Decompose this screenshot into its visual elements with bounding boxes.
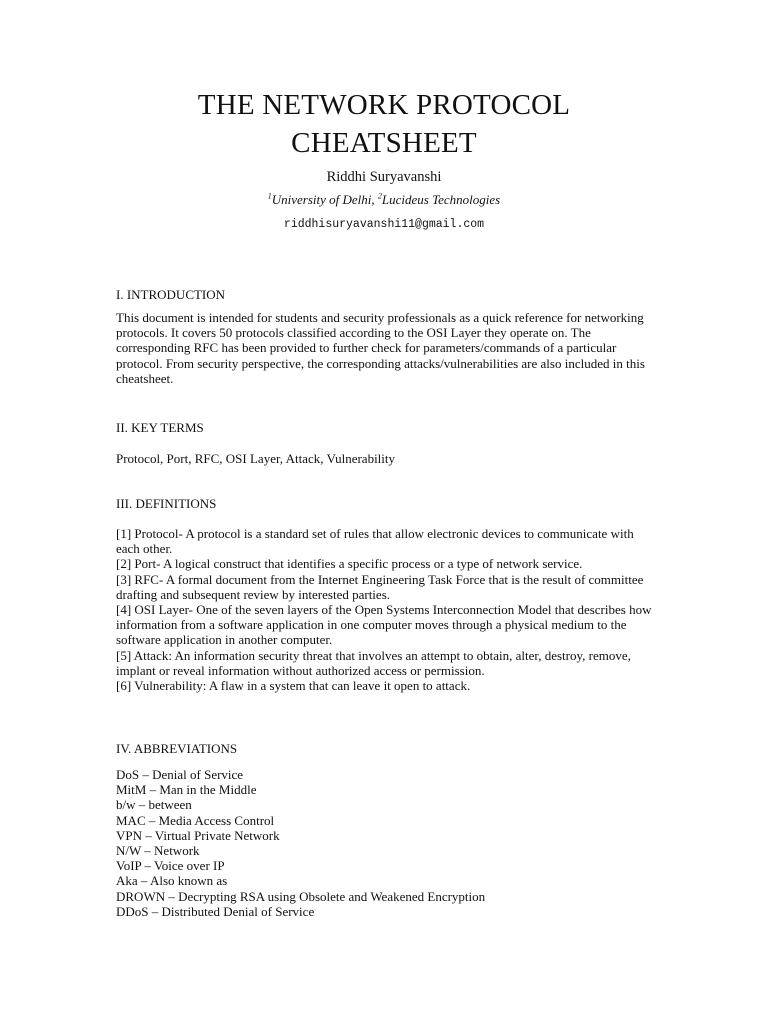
affiliation-org-1: University of Delhi,	[271, 192, 378, 207]
author-affiliation	[0, 191, 768, 209]
definition-line: implant or reveal information without authorized access or permission.	[116, 662, 485, 678]
author-email: riddhisuryavanshi11@gmail.com	[283, 218, 485, 231]
abbreviation-line: DROWN – Decrypting RSA using Obsolete and Weakened Encryption	[116, 888, 486, 904]
document-title	[0, 86, 768, 162]
abbreviation-line: Aka – Also known as	[116, 873, 228, 889]
definition-line: software application in another computer.	[116, 632, 333, 648]
abbreviation-line: DDoS – Distributed Denial of Service	[116, 903, 315, 919]
section-heading-key-terms: II. KEY TERMS	[116, 420, 204, 435]
definition-line: [2] Port- A logical construct that identifies a specific process or a type of network service.	[116, 556, 583, 572]
title-line-1: THE NETWORK PROTOCOL	[197, 89, 571, 121]
author-name: Riddhi Suryavanshi	[326, 169, 442, 185]
section-heading-introduction: I. INTRODUCTION	[116, 287, 226, 302]
introduction-paragraph: This document is intended for students and security professionals as a quick reference for networking protocols. It covers 50 protocols classified according to the OSI Layer they operate on. The corresponding RFC has been provided to further check for parameters/commands of a particular protocol. From security perspective, the corresponding attacks/vulnerabilities are also included in this cheatsheet.	[116, 310, 645, 386]
definition-line: [3] RFC- A formal document from the Internet Engineering Task Force that is the result of committee	[116, 571, 644, 587]
abbreviation-line: MitM – Man in the Middle	[116, 782, 257, 798]
affiliation-org-2: Lucideus Technologies	[381, 192, 501, 207]
definitions-list	[116, 526, 676, 693]
abbreviation-line: MAC – Media Access Control	[116, 812, 275, 828]
section-heading-abbreviations: IV. ABBREVIATIONS	[116, 741, 238, 756]
abbreviation-line: b/w – between	[116, 797, 192, 813]
section-heading-definitions: III. DEFINITIONS	[116, 496, 217, 511]
definition-line: drafting and subsequent review by interested parties.	[116, 586, 390, 602]
abbreviation-line: VPN – Virtual Private Network	[116, 827, 280, 843]
definition-line: information from a software application in one computer moves through a physical medium to the	[116, 617, 627, 633]
affiliation-sup-1: 1	[267, 191, 272, 201]
abbreviation-line: VoIP – Voice over IP	[116, 858, 225, 874]
key-terms-paragraph: Protocol, Port, RFC, OSI Layer, Attack, Vulnerability	[116, 451, 396, 466]
affiliation-sup-2: 2	[377, 191, 382, 201]
abbreviation-line: DoS – Denial of Service	[116, 767, 244, 782]
definition-line: each other.	[116, 541, 173, 557]
abbreviations-list	[116, 767, 676, 919]
definition-line: [1] Protocol- A protocol is a standard set of rules that allow electronic devices to communicate with	[116, 526, 634, 541]
abbreviation-line: N/W – Network	[116, 843, 200, 859]
definition-line: [4] OSI Layer- One of the seven layers of the Open Systems Interconnection Model that describes how	[116, 602, 652, 618]
definition-line: [5] Attack: An information security threat that involves an attempt to obtain, alter, destroy, remove,	[116, 647, 631, 663]
definition-line: [6] Vulnerability: A flaw in a system that can leave it open to attack.	[116, 678, 471, 694]
title-line-2: CHEATSHEET	[291, 127, 477, 159]
